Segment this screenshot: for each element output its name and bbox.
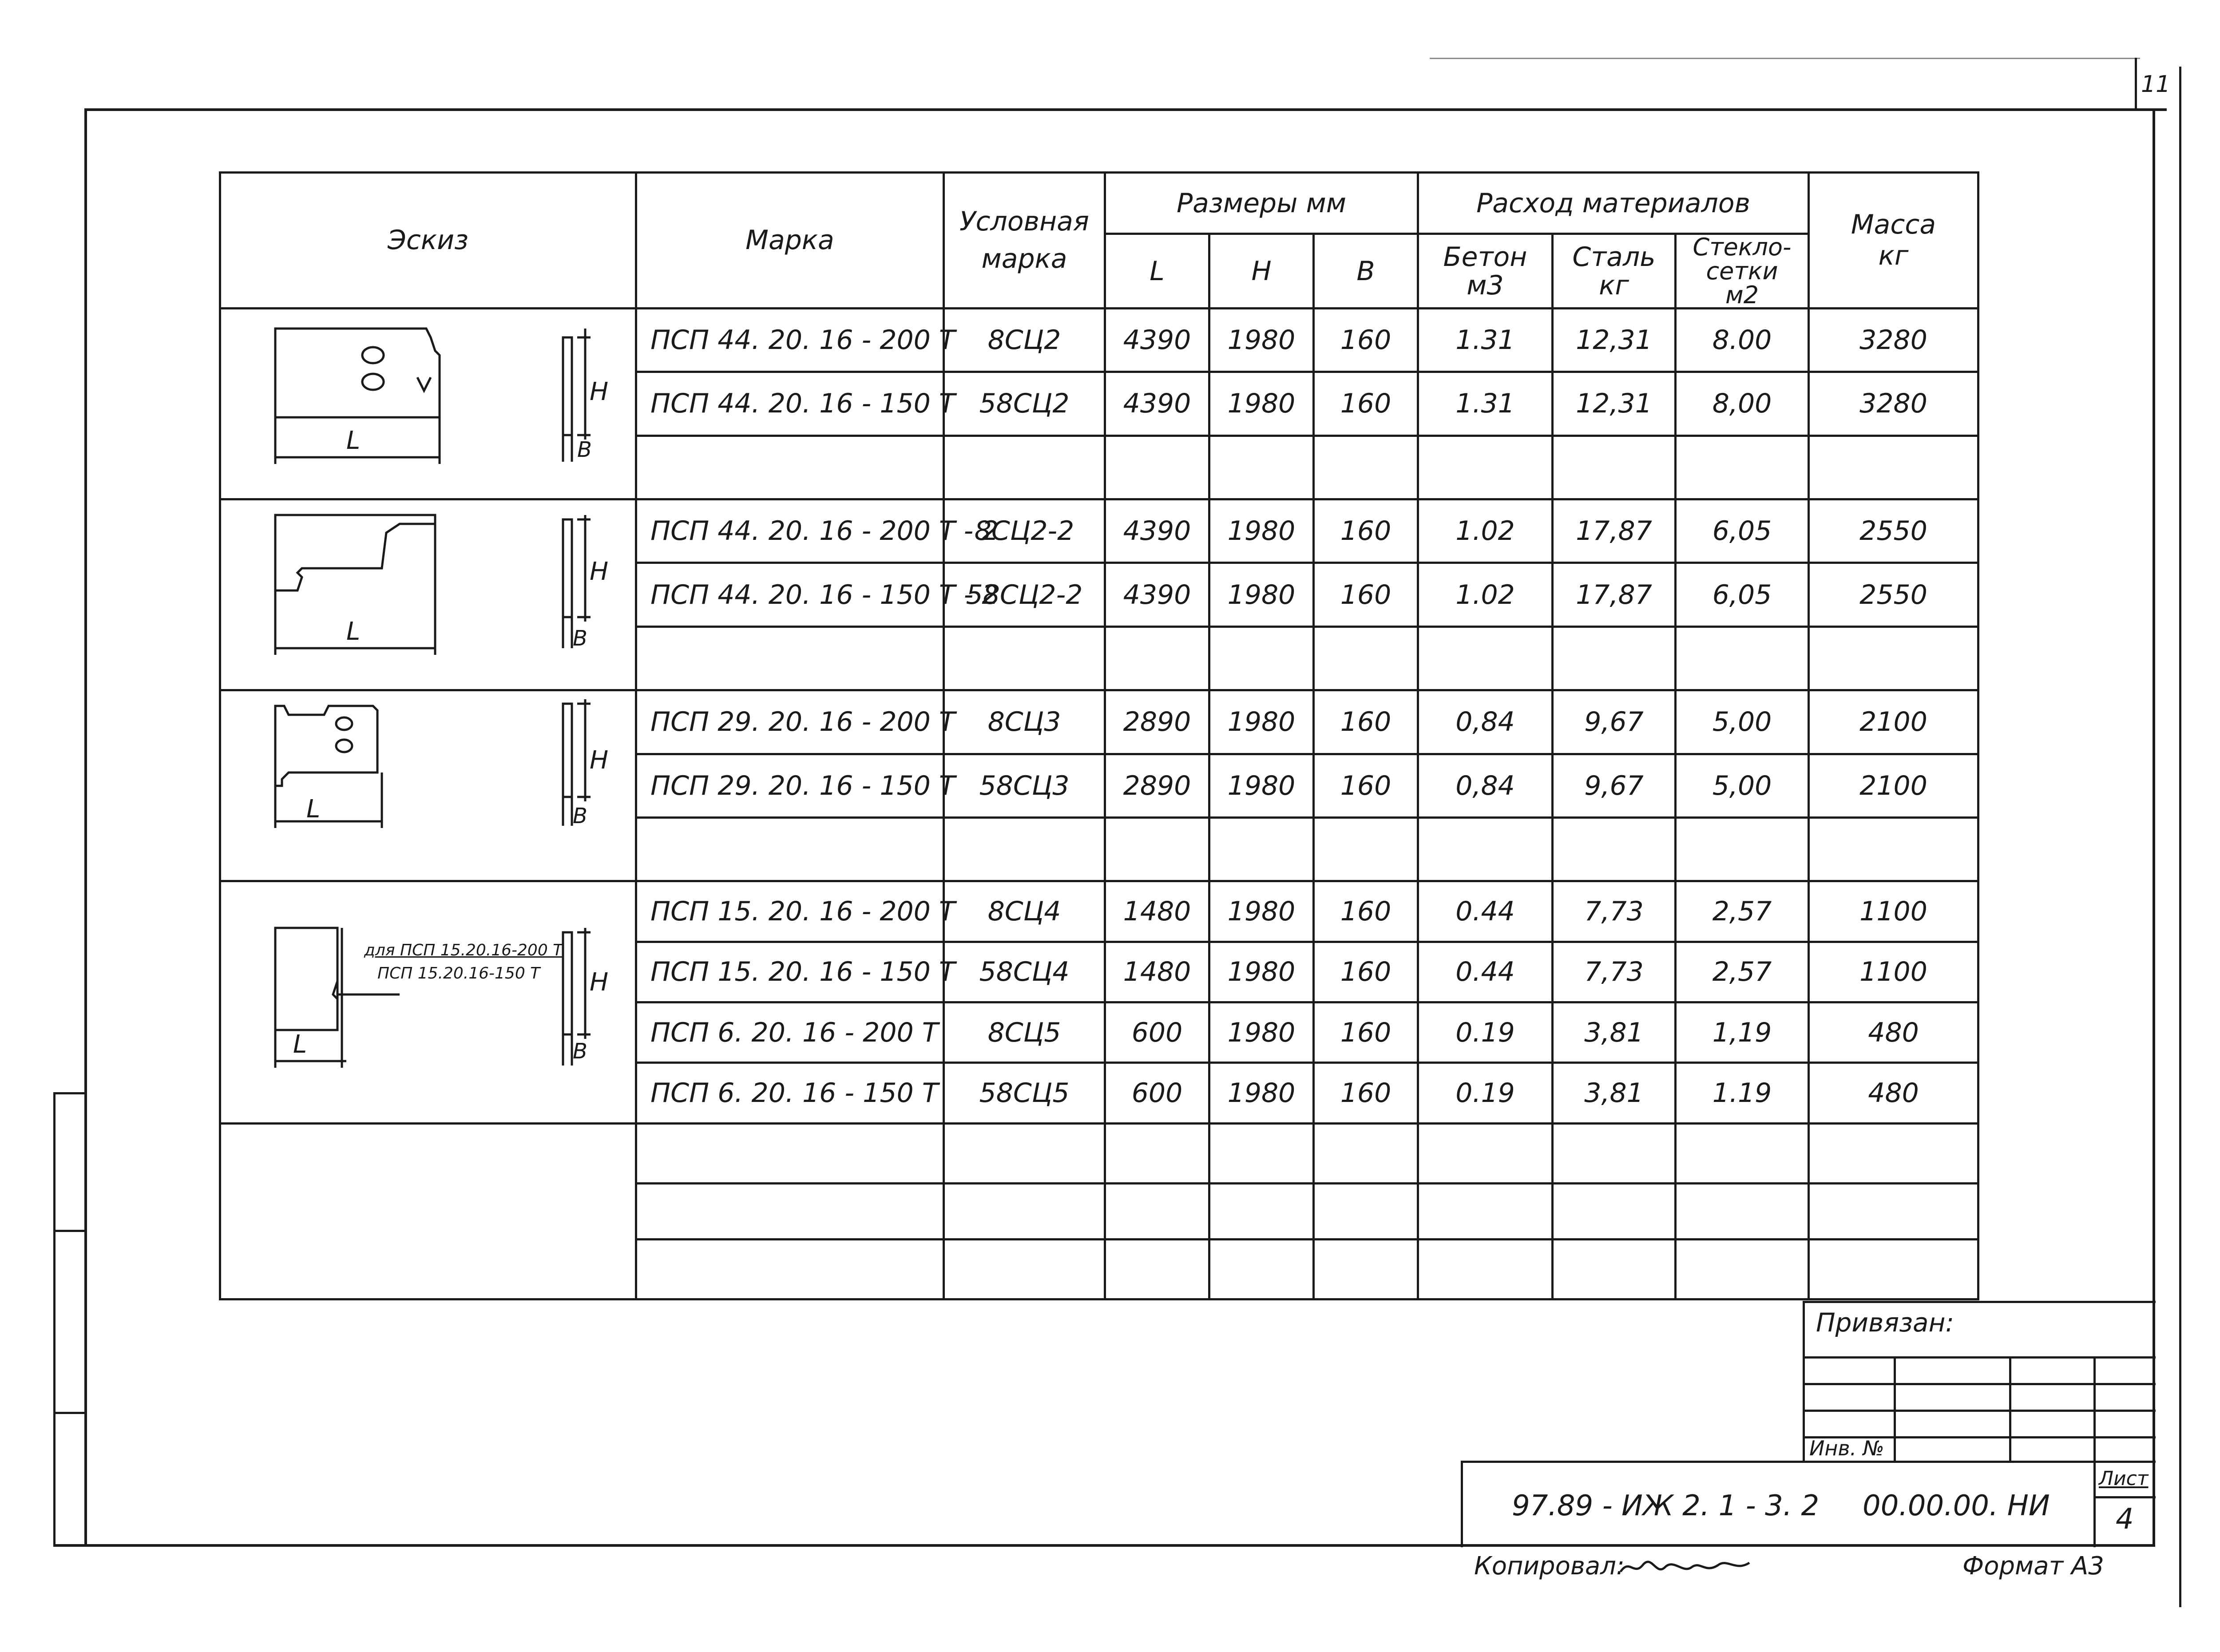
row-concrete: 1.02 [1418, 499, 1553, 563]
binding-row-line-3 [1805, 1410, 2156, 1412]
row-dim-b [1314, 626, 1418, 690]
row-steel [1553, 1123, 1676, 1183]
row-cond-mark [944, 436, 1105, 499]
sketch-3-label-b: В [573, 804, 587, 828]
document-code: 97.89 - ИЖ 2. 1 - 3. 2 [1512, 1490, 1820, 1522]
row-mark [636, 1184, 944, 1239]
row-cond-mark: 8СЦ3 [944, 690, 1105, 754]
binding-strip-h1 [53, 1092, 87, 1094]
row-glass: 6,05 [1676, 563, 1809, 626]
row-cond-mark [944, 817, 1105, 881]
row-glass [1676, 436, 1809, 499]
row-dim-l: 4390 [1105, 308, 1209, 372]
sketch-1-label-l: L [346, 426, 361, 455]
binding-col-line-2 [2009, 1356, 2011, 1463]
row-glass: 1.19 [1676, 1063, 1809, 1123]
row-mark: ПСП 15. 20. 16 - 150 Т [636, 942, 944, 1002]
sheet-value: 4 [2116, 1503, 2134, 1536]
header-steel [1553, 234, 1676, 308]
row-dim-h: 1980 [1209, 563, 1314, 626]
row-dim-h: 1980 [1209, 499, 1314, 563]
row-mass [1809, 1239, 1978, 1299]
row-dim-l: 600 [1105, 1063, 1209, 1123]
row-mass [1809, 1123, 1978, 1183]
row-dim-b [1314, 436, 1418, 499]
row-glass [1676, 817, 1809, 881]
row-dim-b [1314, 1123, 1418, 1183]
row-dim-h: 1980 [1209, 881, 1314, 942]
row-dim-b: 160 [1314, 372, 1418, 436]
row-cond-mark: 58СЦ2-2 [944, 563, 1105, 626]
header-cond-mark [944, 173, 1105, 309]
row-glass: 6,05 [1676, 499, 1809, 563]
frame-top-line [84, 108, 2167, 111]
row-glass [1676, 626, 1809, 690]
row-steel: 9,67 [1553, 690, 1676, 754]
header-steel-unit: кг [1599, 269, 1629, 301]
row-dim-b: 160 [1314, 942, 1418, 1002]
row-mass: 3280 [1809, 372, 1978, 436]
row-mass: 1100 [1809, 881, 1978, 942]
row-mark: ПСП 29. 20. 16 - 150 Т [636, 754, 944, 817]
row-mark: ПСП 44. 20. 16 - 200 Т [636, 308, 944, 372]
row-dim-h: 1980 [1209, 754, 1314, 817]
sheet-number-top: 11 [2141, 71, 2171, 98]
row-dim-l: 1480 [1105, 942, 1209, 1002]
sketch-4-label-h: H [590, 968, 609, 997]
row-dim-b [1314, 817, 1418, 881]
row-dim-l: 600 [1105, 1002, 1209, 1063]
sketch-cell-5 [220, 1123, 636, 1299]
row-dim-b: 160 [1314, 1063, 1418, 1123]
row-cond-mark: 58СЦ5 [944, 1063, 1105, 1123]
header-mass [1809, 173, 1978, 309]
row-cond-mark: 8СЦ5 [944, 1002, 1105, 1063]
sketch-1-label-b: В [577, 437, 592, 462]
row-dim-l: 1480 [1105, 881, 1209, 942]
row-dim-l [1105, 817, 1209, 881]
row-steel [1553, 436, 1676, 499]
row-glass [1676, 1123, 1809, 1183]
header-row-1 [220, 173, 1978, 234]
row-mark [636, 1123, 944, 1183]
row-cond-mark: 58СЦ3 [944, 754, 1105, 817]
copied-by-label: Копировал: [1474, 1552, 1625, 1581]
row-mark [636, 1239, 944, 1299]
title-block-sheet-divider [2093, 1463, 2096, 1547]
row-dim-h: 1980 [1209, 1002, 1314, 1063]
row-mark: ПСП 44. 20. 16 - 200 Т - 2 [636, 499, 944, 563]
header-cond-mark-text: Условная марка [959, 206, 1090, 275]
row-cond-mark: 8СЦ2-2 [944, 499, 1105, 563]
row-glass: 2,57 [1676, 881, 1809, 942]
row-mass: 2100 [1809, 754, 1978, 817]
row-dim-b: 160 [1314, 308, 1418, 372]
row-mass: 2100 [1809, 690, 1978, 754]
row-steel: 7,73 [1553, 942, 1676, 1002]
row-glass: 8.00 [1676, 308, 1809, 372]
header-mark: Марка [636, 173, 944, 309]
row-steel [1553, 817, 1676, 881]
row-cond-mark [944, 1239, 1105, 1299]
row-steel: 17,87 [1553, 499, 1676, 563]
row-concrete [1418, 626, 1553, 690]
row-mark [636, 626, 944, 690]
title-block [1461, 1461, 2156, 1547]
row-steel: 12,31 [1553, 308, 1676, 372]
header-concrete-unit: м3 [1467, 269, 1504, 301]
row-mark: ПСП 6. 20. 16 - 150 Т [636, 1063, 944, 1123]
sketch-4-label-l: L [293, 1030, 307, 1059]
frame-left-line [84, 108, 87, 1547]
inv-no-label: Инв. № [1809, 1436, 1884, 1460]
row-concrete: 0.44 [1418, 942, 1553, 1002]
row-dim-h: 1980 [1209, 690, 1314, 754]
row-cond-mark: 8СЦ4 [944, 881, 1105, 942]
row-glass: 5,00 [1676, 754, 1809, 817]
row-glass: 8,00 [1676, 372, 1809, 436]
row-dim-l [1105, 1184, 1209, 1239]
header-glass-unit: м2 [1725, 281, 1759, 309]
row-dim-l: 2890 [1105, 690, 1209, 754]
row-cond-mark: 58СЦ2 [944, 372, 1105, 436]
sketch-2-label-h: H [590, 557, 609, 586]
row-concrete: 0.19 [1418, 1002, 1553, 1063]
row-concrete [1418, 1239, 1553, 1299]
frame-top-outer-line [1430, 58, 2140, 59]
row-mass: 3280 [1809, 308, 1978, 372]
row-mark [636, 817, 944, 881]
row-mass: 2550 [1809, 499, 1978, 563]
header-dim-b: В [1314, 234, 1418, 308]
row-glass: 5,00 [1676, 690, 1809, 754]
row-dim-b [1314, 1184, 1418, 1239]
row-glass [1676, 1184, 1809, 1239]
row-dim-l: 2890 [1105, 754, 1209, 817]
row-mass [1809, 436, 1978, 499]
header-dim-h: H [1209, 234, 1314, 308]
sketch-2-label-l: L [346, 617, 361, 646]
row-concrete: 1.31 [1418, 372, 1553, 436]
row-mass: 2550 [1809, 563, 1978, 626]
row-mark: ПСП 29. 20. 16 - 200 Т [636, 690, 944, 754]
header-glass-label: Стекло-сетки [1693, 233, 1792, 285]
row-mass [1809, 626, 1978, 690]
row-dim-b: 160 [1314, 690, 1418, 754]
row-concrete: 0,84 [1418, 754, 1553, 817]
header-mass-unit: кг [1878, 240, 1909, 272]
sketch-4-note-line1: для ПСП 15.20.16-200 Т [364, 941, 563, 959]
row-steel: 7,73 [1553, 881, 1676, 942]
row-dim-l [1105, 436, 1209, 499]
row-dim-l [1105, 626, 1209, 690]
row-concrete: 1.02 [1418, 563, 1553, 626]
row-mass: 480 [1809, 1002, 1978, 1063]
row-dim-l [1105, 1123, 1209, 1183]
sketch-3-label-h: H [590, 746, 609, 775]
row-dim-l [1105, 1239, 1209, 1299]
row-steel: 12,31 [1553, 372, 1676, 436]
row-dim-b [1314, 1239, 1418, 1299]
row-steel [1553, 626, 1676, 690]
row-steel [1553, 1184, 1676, 1239]
binding-col-line-3 [2093, 1356, 2096, 1463]
sketch-3-label-l: L [306, 795, 321, 824]
row-dim-h [1209, 1184, 1314, 1239]
row-mass: 480 [1809, 1063, 1978, 1123]
row-dim-h: 1980 [1209, 942, 1314, 1002]
row-mass [1809, 1184, 1978, 1239]
header-dims: Размеры мм [1105, 173, 1418, 234]
frame-right-outer-line [2179, 67, 2181, 1607]
row-dim-l: 4390 [1105, 499, 1209, 563]
row-dim-h [1209, 436, 1314, 499]
row-steel: 3,81 [1553, 1063, 1676, 1123]
row-cond-mark [944, 626, 1105, 690]
header-consumption: Расход материалов [1418, 173, 1809, 234]
header-glass [1676, 234, 1809, 308]
row-concrete [1418, 1123, 1553, 1183]
sketch-4-label-b: В [573, 1039, 587, 1064]
row-concrete [1418, 436, 1553, 499]
row-dim-h [1209, 1239, 1314, 1299]
row-steel: 3,81 [1553, 1002, 1676, 1063]
row-concrete: 0,84 [1418, 690, 1553, 754]
sketch-4-note-line2: ПСП 15.20.16-150 Т [377, 964, 540, 982]
row-mark: ПСП 44. 20. 16 - 150 Т [636, 372, 944, 436]
binding-strip-h3 [53, 1412, 87, 1414]
header-concrete [1418, 234, 1553, 308]
row-concrete: 0.44 [1418, 881, 1553, 942]
row-dim-b: 160 [1314, 754, 1418, 817]
header-concrete-label: Бетон [1443, 241, 1527, 273]
row-cond-mark: 8СЦ2 [944, 308, 1105, 372]
row-dim-h: 1980 [1209, 308, 1314, 372]
copied-by-signature [1616, 1549, 1758, 1585]
sheet-box-left [2135, 58, 2137, 111]
binding-block [1803, 1301, 2156, 1463]
row-dim-l: 4390 [1105, 563, 1209, 626]
row-dim-b: 160 [1314, 881, 1418, 942]
document-number: 00.00.00. НИ [1863, 1490, 2050, 1522]
row-dim-h [1209, 1123, 1314, 1183]
row-concrete [1418, 817, 1553, 881]
row-glass [1676, 1239, 1809, 1299]
row-glass: 1,19 [1676, 1002, 1809, 1063]
row-cond-mark: 58СЦ4 [944, 942, 1105, 1002]
binding-col-line-1 [1894, 1356, 1896, 1463]
row-cond-mark [944, 1123, 1105, 1183]
row-dim-h [1209, 626, 1314, 690]
row-mark: ПСП 6. 20. 16 - 200 Т [636, 1002, 944, 1063]
binding-strip-vertical [53, 1092, 56, 1547]
binding-strip-h2 [53, 1230, 87, 1232]
row-dim-b: 160 [1314, 499, 1418, 563]
row-steel: 9,67 [1553, 754, 1676, 817]
row-concrete: 0.19 [1418, 1063, 1553, 1123]
row-cond-mark [944, 1184, 1105, 1239]
row-glass: 2,57 [1676, 942, 1809, 1002]
header-dim-l: L [1105, 234, 1209, 308]
row-mark: ПСП 15. 20. 16 - 200 Т [636, 881, 944, 942]
header-steel-label: Сталь [1572, 241, 1656, 273]
binding-label: Привязан: [1816, 1307, 1954, 1338]
binding-row-line-2 [1805, 1383, 2156, 1385]
row-mark [636, 436, 944, 499]
row-dim-h: 1980 [1209, 1063, 1314, 1123]
row-dim-h [1209, 817, 1314, 881]
row-dim-b: 160 [1314, 563, 1418, 626]
row-steel: 17,87 [1553, 563, 1676, 626]
row-concrete [1418, 1184, 1553, 1239]
row-dim-h: 1980 [1209, 372, 1314, 436]
sketch-2-label-b: В [573, 626, 587, 651]
table-row [220, 1123, 1978, 1183]
row-mass: 1100 [1809, 942, 1978, 1002]
header-sketch: Эскиз [220, 173, 636, 309]
title-block-sheet-hline [2093, 1496, 2156, 1498]
binding-row-line-1 [1805, 1356, 2156, 1359]
format-label: Формат А3 [1962, 1552, 2104, 1581]
sketch-1-label-h: H [590, 377, 609, 406]
row-dim-b: 160 [1314, 1002, 1418, 1063]
row-concrete: 1.31 [1418, 308, 1553, 372]
row-steel [1553, 1239, 1676, 1299]
row-mass [1809, 817, 1978, 881]
row-dim-l: 4390 [1105, 372, 1209, 436]
sketch-panel-1 [249, 311, 630, 479]
row-mark: ПСП 44. 20. 16 - 150 Т - 2 [636, 563, 944, 626]
header-mass-label: Масса [1851, 209, 1936, 241]
sheet-label: Лист [2099, 1467, 2149, 1490]
